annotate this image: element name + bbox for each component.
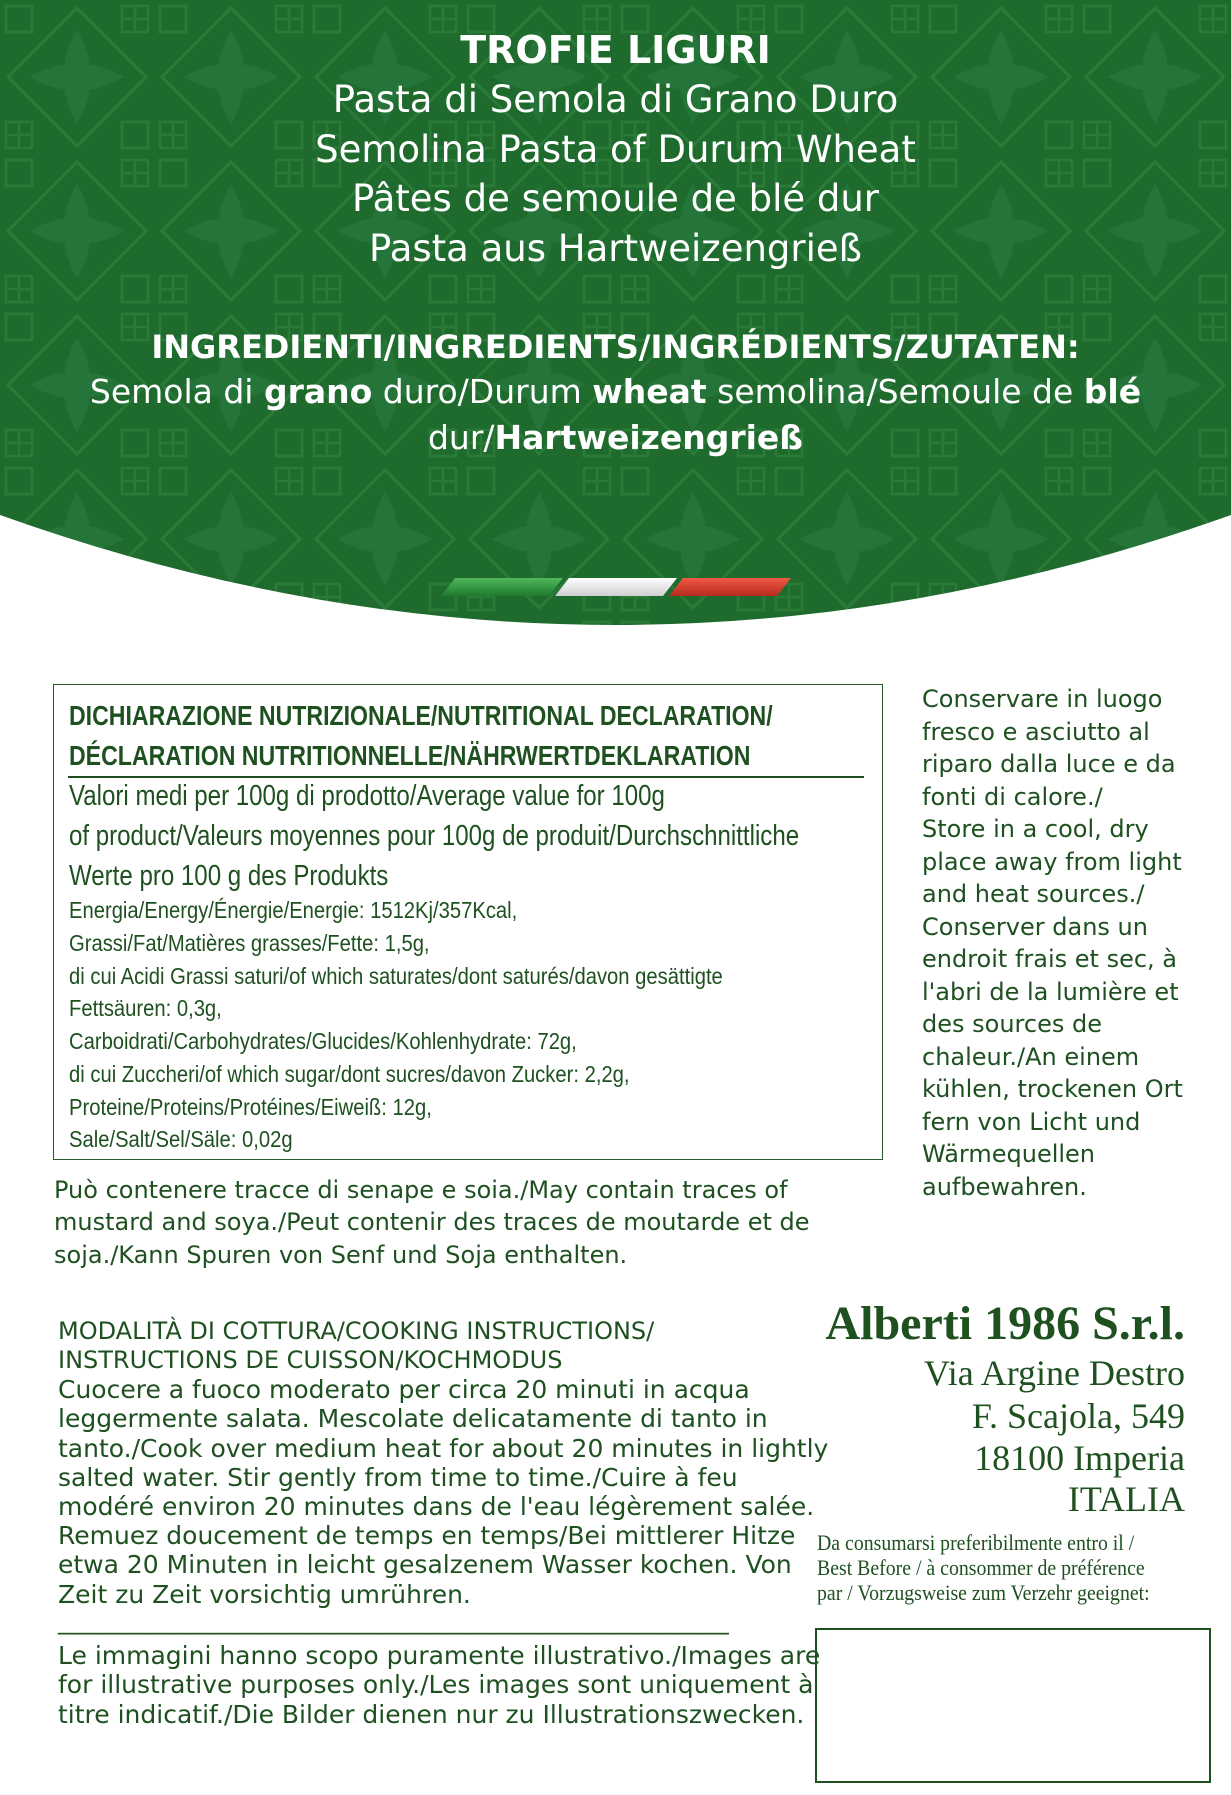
italian-flag-strip	[441, 578, 791, 596]
company-address-line: Via Argine Destro	[923, 1353, 1185, 1393]
storage-line: chaleur./An einem	[922, 1043, 1140, 1071]
nutrition-intro-line: Valori medi per 100g di prodotto/Average value for 100g	[69, 780, 665, 812]
separator-line: _______________________________________________________	[58, 1607, 729, 1635]
storage-line: Store in a cool, dry	[922, 815, 1149, 843]
cooking-body-line: Remuez doucement de temps en temps/Bei mittlerer Hitze	[58, 1521, 796, 1550]
company-country: ITALIA	[1067, 1479, 1185, 1519]
nutrition-value-fat: Grassi/Fat/Matières grasses/Fette: 1,5g,	[69, 930, 430, 956]
nutrition-value-carbohydrates: Carboidrati/Carbohydrates/Glucides/Kohlenhydrate: 72g,	[69, 1028, 577, 1054]
ingredients-line-1: Semola di grano duro/Durum wheat semolina/Semoule de blé	[89, 372, 1142, 411]
allergen-line: Può contenere tracce di senape e soia./May contain traces of	[54, 1176, 788, 1204]
nutrition-value-sugar: di cui Zuccheri/of which sugar/dont sucres/davon Zucker: 2,2g,	[69, 1061, 630, 1087]
cooking-body-line: salted water. Stir gently from time to time./Cuire à feu	[58, 1463, 738, 1492]
cooking-title-line: INSTRUCTIONS DE CUISSON/KOCHMODUS	[58, 1346, 563, 1374]
subtitle-italian: Pasta di Semola di Grano Duro	[332, 78, 899, 121]
storage-line: endroit frais et sec, à	[922, 945, 1177, 973]
company-address-line: 18100 Imperia	[974, 1438, 1185, 1478]
storage-line: Conservare in luogo	[922, 685, 1163, 713]
cooking-body-line: tanto./Cook over medium heat for about 20 minutes in lightly	[58, 1434, 829, 1463]
company-address-line: F. Scajola, 549	[971, 1396, 1185, 1436]
best-before-date-box	[815, 1628, 1211, 1783]
nutrition-value-energy: Energia/Energy/Énergie/Energie: 1512Kj/357Kcal,	[69, 897, 518, 923]
cooking-title-line: MODALITÀ DI COTTURA/COOKING INSTRUCTIONS/	[58, 1317, 655, 1345]
cooking-body-line: Zeit zu Zeit vorsichtig umrühren.	[58, 1580, 471, 1609]
cooking-body-line: etwa 20 Minuten in leicht gesalzenem Wasser kochen. Von	[58, 1550, 792, 1579]
best-before-line: Da consumarsi preferibilmente entro il /	[817, 1530, 1135, 1555]
nutrition-declaration-box	[53, 684, 883, 1160]
storage-line: des sources de	[922, 1010, 1102, 1038]
product-title: TROFIE LIGURI	[460, 28, 771, 72]
allergen-line: soja./Kann Spuren von Senf und Soja enthalten.	[54, 1241, 628, 1269]
company-name: Alberti 1986 S.r.l.	[825, 1297, 1185, 1350]
nutrition-title-underline	[68, 776, 864, 778]
cooking-body-line: leggermente salata. Mescolate delicatamente di tanto in	[58, 1404, 768, 1433]
storage-line: l'abri de la lumière et	[922, 978, 1179, 1006]
storage-line: fresco e asciutto al	[922, 718, 1150, 746]
nutrition-intro-line: Werte pro 100 g des Produkts	[69, 860, 389, 892]
disclaimer-line: for illustrative purposes only./Les images sont uniquement à	[58, 1670, 814, 1699]
storage-line: fonti di calore./	[922, 783, 1103, 811]
cooking-body-line: modéré environ 20 minutes dans de l'eau légèrement salée.	[58, 1492, 815, 1521]
nutrition-value-salt: Sale/Salt/Sel/Säle: 0,02g	[69, 1126, 293, 1152]
ingredients-line-2: dur/Hartweizengrieß	[427, 418, 804, 457]
nutrition-title-line-2: DÉCLARATION NUTRITIONNELLE/NÄHRWERTDEKLARATION	[69, 740, 751, 771]
cooking-body-line: Cuocere a fuoco moderato per circa 20 minuti in acqua	[58, 1375, 750, 1404]
nutrition-value-proteins: Proteine/Proteins/Protéines/Eiweiß: 12g,	[69, 1094, 432, 1120]
storage-line: Conserver dans un	[922, 913, 1148, 941]
storage-line: aufbewahren.	[922, 1173, 1087, 1201]
storage-line: riparo dalla luce e da	[922, 750, 1176, 778]
storage-line: place away from light	[922, 848, 1182, 876]
ingredients-title: INGREDIENTI/INGREDIENTS/INGRÉDIENTS/ZUTATEN:	[151, 328, 1080, 366]
best-before-line: Best Before / à consommer de préférence	[817, 1555, 1145, 1580]
subtitle-english: Semolina Pasta of Durum Wheat	[315, 128, 916, 171]
storage-line: Wärmequellen	[922, 1140, 1096, 1168]
allergen-line: mustard and soya./Peut contenir des traces de moutarde et de	[54, 1208, 810, 1236]
nutrition-value-saturates: di cui Acidi Grassi saturi/of which saturates/dont saturés/davon gesättigte	[69, 963, 723, 989]
nutrition-intro-line: of product/Valeurs moyennes pour 100g de produit/Durchschnittliche	[69, 820, 800, 852]
subtitle-french: Pâtes de semoule de blé dur	[351, 177, 880, 220]
disclaimer-line: titre indicatif./Die Bilder dienen nur zu Illustrationszwecken.	[58, 1700, 805, 1729]
best-before-line: par / Vorzugsweise zum Verzehr geeignet:	[817, 1580, 1150, 1605]
storage-line: and heat sources./	[922, 880, 1145, 908]
subtitle-german: Pasta aus Hartweizengrieß	[369, 227, 862, 270]
disclaimer-line: Le immagini hanno scopo puramente illustrativo./Images are	[58, 1641, 821, 1670]
storage-line: kühlen, trockenen Ort	[922, 1075, 1183, 1103]
nutrition-title-line-1: DICHIARAZIONE NUTRIZIONALE/NUTRITIONAL DECLARATION/	[69, 700, 773, 731]
storage-line: fern von Licht und	[922, 1108, 1141, 1136]
nutrition-value-saturates-amount: Fettsäuren: 0,3g,	[69, 995, 222, 1021]
